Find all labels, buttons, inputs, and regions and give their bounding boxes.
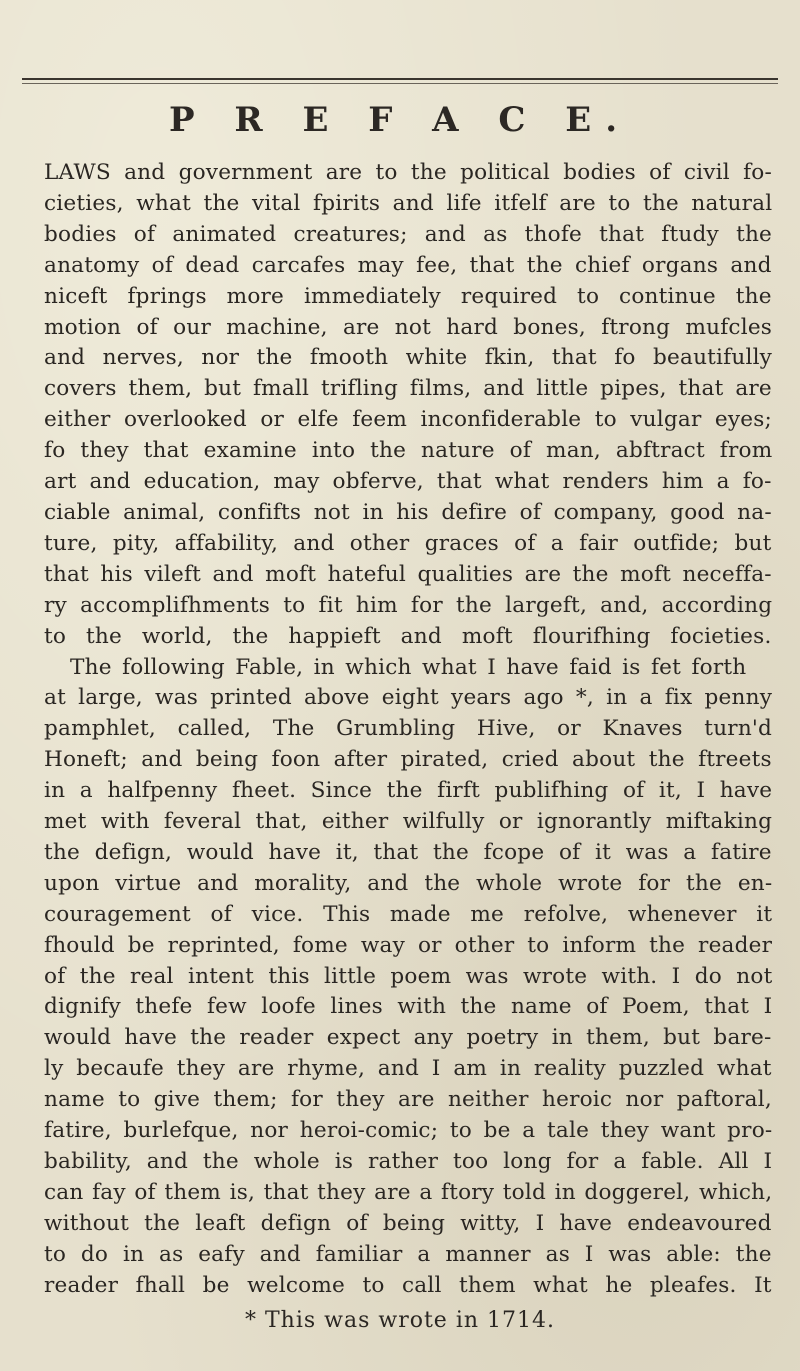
text-line: ture, pity, affability, and other graces of a fair outfide; but <box>44 530 772 556</box>
text-line: motion of our machine, are not hard bones, ftrong mufcles <box>44 314 772 340</box>
text-line: niceft fprings more immediately required to continue the <box>44 283 772 309</box>
text-line: the defign, would have it, that the fcope of it was a fatire <box>44 839 772 865</box>
page-heading: P R E F A C E. <box>168 100 632 140</box>
text-line: Honeft; and being foon after pirated, cried about the ftreets <box>44 747 772 773</box>
text-line: ly becaufe they are rhyme, and I am in reality puzzled what <box>44 1056 772 1082</box>
text-line: in a halfpenny fheet. Since the firft publifhing of it, I have <box>44 778 772 804</box>
text-line: ry accomplifhments to fit him for the largeft, and, according <box>44 592 772 618</box>
text-line: that his vileft and moft hateful qualities are the moft neceffa- <box>44 561 772 587</box>
text-line: of the real intent this little poem was wrote with. I do not <box>44 963 772 989</box>
text-line: pamphlet, called, The Grumbling Hive, or Knaves turn'd <box>44 716 772 742</box>
text-line: met with feveral that, either wilfully or ignorantly miftaking <box>44 809 772 835</box>
text-line: upon virtue and morality, and the whole wrote for the en- <box>44 870 772 896</box>
text-line: fo they that examine into the nature of man, abftract from <box>44 438 772 464</box>
text-line: and nerves, nor the fmooth white fkin, that fo beautifully <box>44 345 772 371</box>
text-line: fatire, burlefque, nor heroi-comic; to be a tale they want pro- <box>44 1118 772 1144</box>
text-line: at large, was printed above eight years ago *, in a fix penny <box>44 685 772 711</box>
text-line: LAWS and government are to the political bodies of civil fo- <box>44 160 772 185</box>
text-line: ciable animal, confifts not in his defire of company, good na- <box>44 499 772 525</box>
text-line: art and education, may obferve, that what renders him a fo- <box>44 469 772 495</box>
text-line: without the leaft defign of being witty, I have endeavoured <box>44 1210 772 1236</box>
text-line: dignify thefe few loofe lines with the name of Poem, that I <box>44 994 772 1020</box>
text-line: bodies of animated creatures; and as thofe that ftudy the <box>44 221 772 247</box>
text-line: fhould be reprinted, fome way or other to inform the reader <box>44 932 772 958</box>
top-rule <box>22 78 778 80</box>
text-line: anatomy of dead carcafes may fee, that the chief organs and <box>44 252 772 278</box>
text-line: couragement of vice. This made me refolve, whenever it <box>44 901 772 927</box>
preface-text <box>44 158 772 1302</box>
text-line: either overlooked or elfe feem inconfiderable to vulgar eyes; <box>44 407 772 433</box>
footnote: * This was wrote in 1714. <box>244 1308 555 1333</box>
top-rule-thin <box>22 83 778 84</box>
text-line: cieties, what the vital fpirits and life itfelf are to the natural <box>44 190 772 216</box>
text-line: can fay of them is, that they are a ftory told in doggerel, which, <box>44 1179 772 1205</box>
text-line: name to give them; for they are neither heroic nor paftoral, <box>44 1087 772 1113</box>
text-line: bability, and the whole is rather too long for a fable. All I <box>44 1149 772 1174</box>
text-line: would have the reader expect any poetry in them, but bare- <box>44 1025 772 1051</box>
text-line: covers them, but fmall trifling films, and little pipes, that are <box>44 376 772 402</box>
text-line: to the world, the happieft and moft flourifhing focieties. <box>44 623 772 649</box>
text-line: The following Fable, in which what I have faid is fet forth <box>70 654 747 680</box>
text-line: to do in as eafy and familiar a manner as I was able: the <box>44 1241 772 1267</box>
text-line: reader fhall be welcome to call them what he pleafes. It <box>44 1272 772 1298</box>
